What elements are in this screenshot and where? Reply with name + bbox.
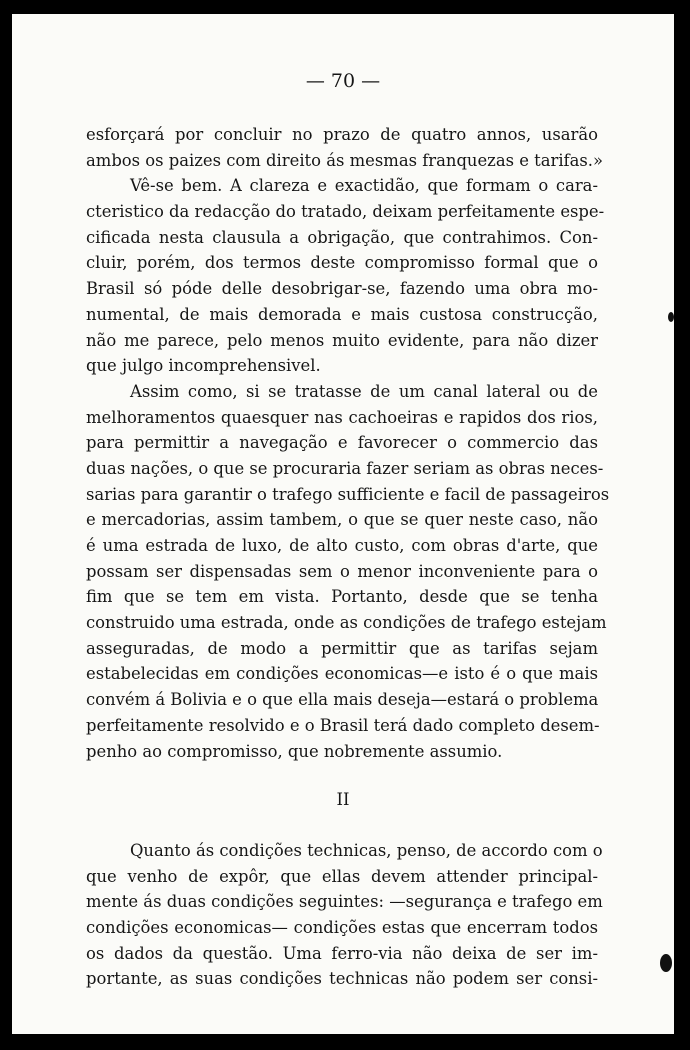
text-line: Quanto ás condições technicas, penso, de accordo com o <box>130 841 603 860</box>
text-block-section-ii <box>86 838 603 992</box>
text-line: penho ao compromisso, que nobremente assumio. <box>86 741 503 761</box>
text-line: para permittir a navegação e favorecer o commercio das <box>86 433 598 453</box>
text-line: é uma estrada de luxo, de alto custo, com obras d'arte, que <box>86 536 598 555</box>
text-line: numental, de mais demorada e mais custosa construcção, <box>86 304 598 324</box>
text-line: ambos os paizes com direito ás mesmas franquezas e tarifas.» <box>86 150 604 170</box>
text-line: e mercadorias, assim tambem, o que se quer neste caso, não <box>86 510 598 530</box>
ink-blot <box>660 954 672 972</box>
text-line: cluir, porém, dos termos deste compromisso formal que o <box>86 253 598 273</box>
text-line: portante, as suas condições technicas não podem ser consi- <box>86 969 598 989</box>
text-line: asseguradas, de modo a permittir que as tarifas sejam <box>86 638 598 658</box>
text-line: Vê-se bem. A clareza e exactidão, que formam o cara- <box>130 176 598 196</box>
section-heading: II <box>336 790 350 809</box>
text-line: que venho de expôr, que ellas devem attender principal- <box>86 866 598 886</box>
text-line: os dados da questão. Uma ferro-via não deixa de ser im- <box>86 943 598 963</box>
text-block-main <box>86 122 610 764</box>
text-line: construido uma estrada, onde as condições de trafego estejam <box>86 613 607 633</box>
text-line: condições economicas— condições estas que encerram todos <box>86 918 598 938</box>
text-line: cificada nesta clausula a obrigação, que contrahimos. Con- <box>86 227 598 247</box>
ink-blot <box>668 312 674 322</box>
text-line: não me parece, pelo menos muito evidente, para não dizer <box>86 330 598 350</box>
text-line: duas nações, o que se procuraria fazer seriam as obras neces- <box>86 458 604 478</box>
text-line: melhoramentos quaesquer nas cachoeiras e rapidos dos rios, <box>86 407 598 427</box>
text-line: mente ás duas condições seguintes: —segurança e trafego em <box>86 892 603 912</box>
text-line: que julgo incomprehensivel. <box>86 356 321 376</box>
text-line: sarias para garantir o trafego sufficiente e facil de passageiros <box>86 484 610 504</box>
text-line: esforçará por concluir no prazo de quatro annos, usarão <box>86 125 598 144</box>
page-number: — 70 — <box>305 70 381 92</box>
text-line: perfeitamente resolvido e o Brasil terá dado completo desem- <box>86 715 600 735</box>
text-line: estabelecidas em condições economicas—e isto é o que mais <box>86 664 598 684</box>
text-line: Brasil só póde delle desobrigar-se, fazendo uma obra mo- <box>86 279 598 299</box>
text-line: fim que se tem em vista. Portanto, desde que se tenha <box>86 587 598 607</box>
book-page <box>12 14 674 1034</box>
text-line: cteristico da redacção do tratado, deixam perfeitamente espe- <box>86 202 605 222</box>
text-line: possam ser dispensadas sem o menor inconveniente para o <box>86 561 598 581</box>
text-line: convém á Bolivia e o que ella mais deseja—estará o problema <box>86 690 599 710</box>
text-line: Assim como, si se tratasse de um canal lateral ou de <box>130 381 598 401</box>
